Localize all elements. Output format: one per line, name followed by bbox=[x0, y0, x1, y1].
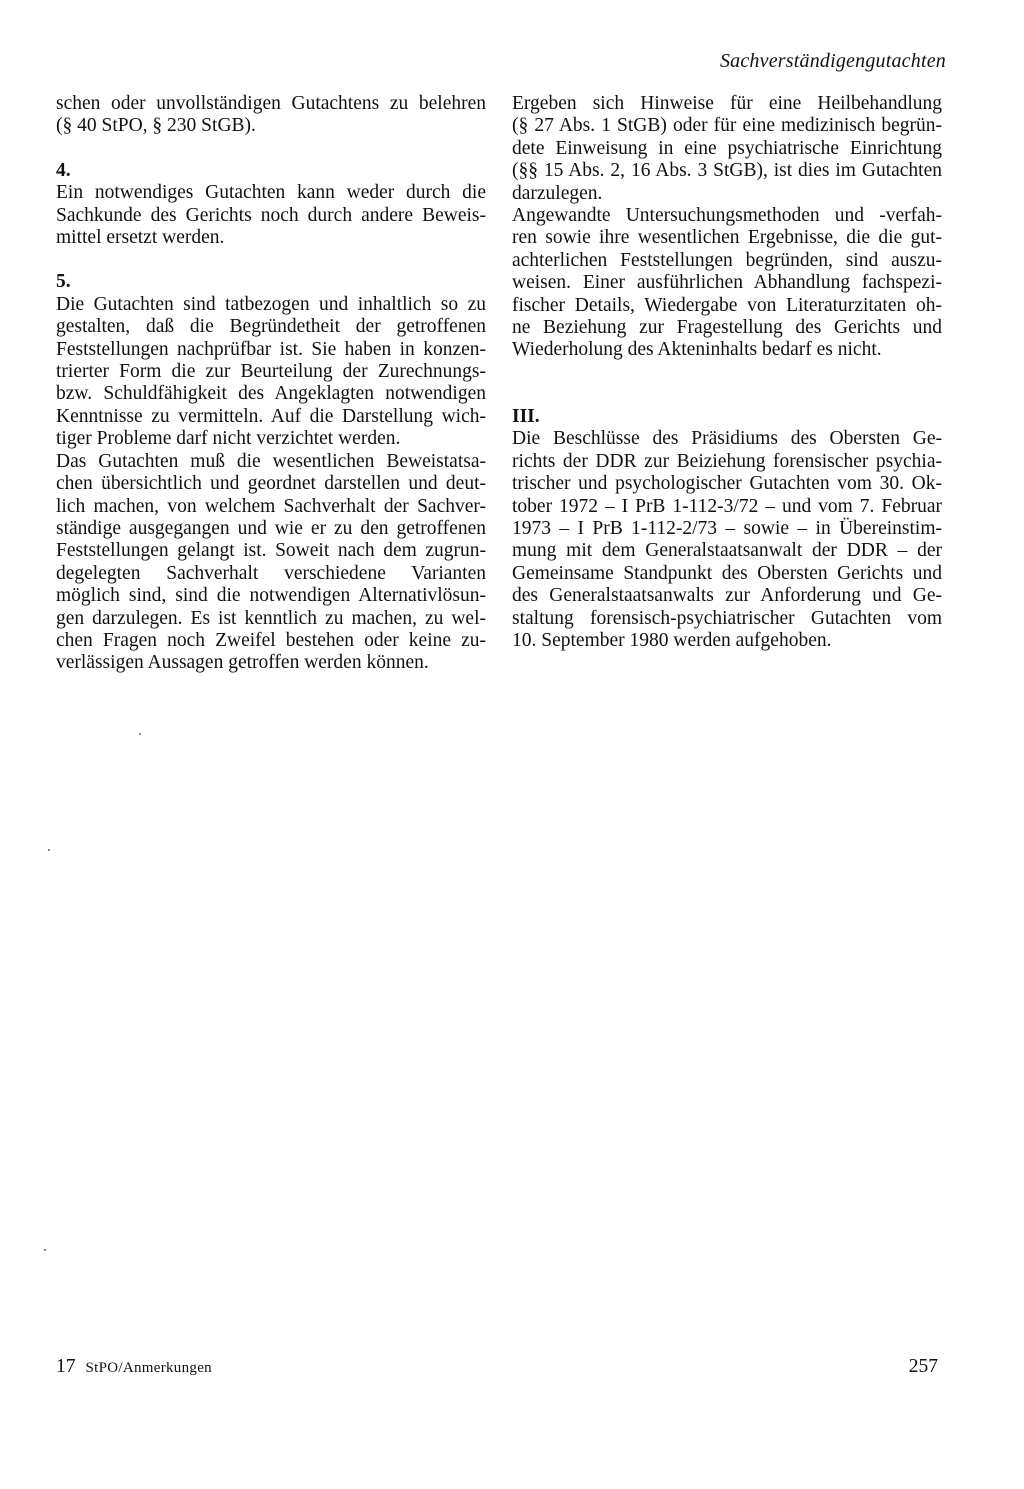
text-line: Feststellungen nachprüfbar ist. Sie haben in konzen- bbox=[56, 338, 486, 360]
section-number-4: 4. bbox=[56, 159, 71, 181]
section-number-iii: III. bbox=[512, 405, 540, 427]
text-line: achterlichen Feststellungen begründen, sind auszu- bbox=[512, 249, 942, 271]
right-column bbox=[512, 93, 942, 652]
text-line: (§ 40 StPO, § 230 StGB). bbox=[56, 115, 256, 137]
text-line: mittel ersetzt werden. bbox=[56, 227, 225, 249]
text-line: fischer Details, Wiedergabe von Literaturzitaten oh- bbox=[512, 294, 942, 316]
text-line: weisen. Einer ausführlichen Abhandlung fachspezi- bbox=[512, 272, 942, 294]
text-line: gestalten, daß die Begründetheit der getroffenen bbox=[56, 316, 486, 338]
text-line: (§ 27 Abs. 1 StGB) oder für eine medizinisch begrün- bbox=[512, 115, 942, 137]
page-number: 257 bbox=[908, 1356, 938, 1377]
text-line: verlässigen Aussagen getroffen werden können. bbox=[56, 652, 429, 674]
text-line: 10. September 1980 werden aufgehoben. bbox=[512, 629, 832, 651]
signature-number: 17 bbox=[56, 1356, 76, 1377]
text-line: lich machen, von welchem Sachverhalt der Sachver- bbox=[56, 495, 486, 517]
text-line: (§§ 15 Abs. 2, 16 Abs. 3 StGB), ist dies im Gutachten bbox=[512, 160, 942, 182]
text-line: Gemeinsame Standpunkt des Obersten Gerichts und bbox=[512, 562, 942, 584]
text-line: Sachkunde des Gerichts noch durch andere Beweis- bbox=[56, 204, 486, 226]
text-line: trischer und psychologischer Gutachten vom 30. Ok- bbox=[512, 473, 942, 495]
text-line: degelegten Sachverhalt verschiedene Varianten bbox=[56, 562, 486, 584]
right-paragraph-2 bbox=[512, 205, 942, 362]
text-line: staltung forensisch-psychiatrischer Gutachten vom bbox=[512, 607, 942, 629]
text-line: Ergeben sich Hinweise für eine Heilbehandlung bbox=[512, 93, 942, 114]
section-number-5: 5. bbox=[56, 271, 71, 293]
text-line: trierter Form die zur Beurteilung der Zurechnungs- bbox=[56, 361, 486, 383]
text-line: Das Gutachten muß die wesentlichen Beweistatsa- bbox=[56, 450, 486, 472]
right-paragraph-1 bbox=[512, 93, 942, 205]
text-line: Die Beschlüsse des Präsidiums des Obersten Ge- bbox=[512, 428, 942, 450]
section-iii-paragraph bbox=[512, 428, 942, 652]
text-line: ne Beziehung zur Fragestellung des Gerichts und bbox=[512, 317, 942, 339]
signature-text: StPO/Anmerkungen bbox=[85, 1360, 212, 1376]
text-line: mung mit dem Generalstaatsanwalt der DDR – der bbox=[512, 540, 942, 562]
text-line: 1973 – I PrB 1-112-2/73 – sowie – in Übereinstim- bbox=[512, 517, 942, 539]
text-line: gen darzulegen. Es ist kenntlich zu machen, zu wel- bbox=[56, 607, 486, 629]
text-line: richts der DDR zur Beiziehung forensischer psychia- bbox=[512, 450, 942, 472]
text-line: tiger Probleme darf nicht verzichtet werden. bbox=[56, 428, 401, 450]
text-line: schen oder unvollständigen Gutachtens zu belehren bbox=[56, 93, 486, 114]
text-line: chen übersichtlich und geordnet darstellen und deut- bbox=[56, 473, 486, 495]
running-title: Sachverständigengutachten bbox=[719, 50, 946, 72]
text-line: Die Gutachten sind tatbezogen und inhaltlich so zu bbox=[56, 293, 486, 315]
text-line: Feststellungen gelangt ist. Soweit nach dem zugrun- bbox=[56, 540, 486, 562]
scan-speck bbox=[44, 1249, 46, 1251]
text-line: des Generalstaatsanwalts zur Anforderung und Ge- bbox=[512, 585, 942, 607]
text-line: bzw. Schuldfähigkeit des Angeklagten notwendigen bbox=[56, 383, 486, 405]
text-line: Angewandte Untersuchungsmethoden und -verfah- bbox=[512, 205, 942, 227]
text-line: ständige ausgegangen und wie er zu den getroffenen bbox=[56, 517, 486, 539]
text-line: darzulegen. bbox=[512, 182, 603, 204]
section-5-paragraph-1 bbox=[56, 294, 486, 451]
text-line: möglich sind, sind die notwendigen Alternativlösun- bbox=[56, 585, 486, 607]
text-line: tober 1972 – I PrB 1-112-3/72 – und vom 7. Februar bbox=[512, 495, 942, 517]
section-5-paragraph-2 bbox=[56, 451, 486, 675]
scan-speck bbox=[48, 849, 50, 851]
text-line: dete Einweisung in eine psychiatrische Einrichtung bbox=[512, 137, 942, 159]
text-line: Kenntnisse zu vermitteln. Auf die Darstellung wich- bbox=[56, 405, 486, 427]
text-line: ren sowie ihre wesentlichen Ergebnisse, die die gut- bbox=[512, 227, 942, 249]
section-4-paragraph bbox=[56, 182, 486, 249]
text-line: chen Fragen noch Zweifel bestehen oder keine zu- bbox=[56, 629, 486, 651]
left-column bbox=[56, 93, 486, 675]
text-line: Wiederholung des Akteninhalts bedarf es nicht. bbox=[512, 339, 882, 361]
scan-speck bbox=[139, 733, 141, 735]
footer-signature bbox=[56, 1356, 212, 1378]
text-line: Ein notwendiges Gutachten kann weder durch die bbox=[56, 182, 486, 204]
intro-paragraph bbox=[56, 93, 486, 138]
